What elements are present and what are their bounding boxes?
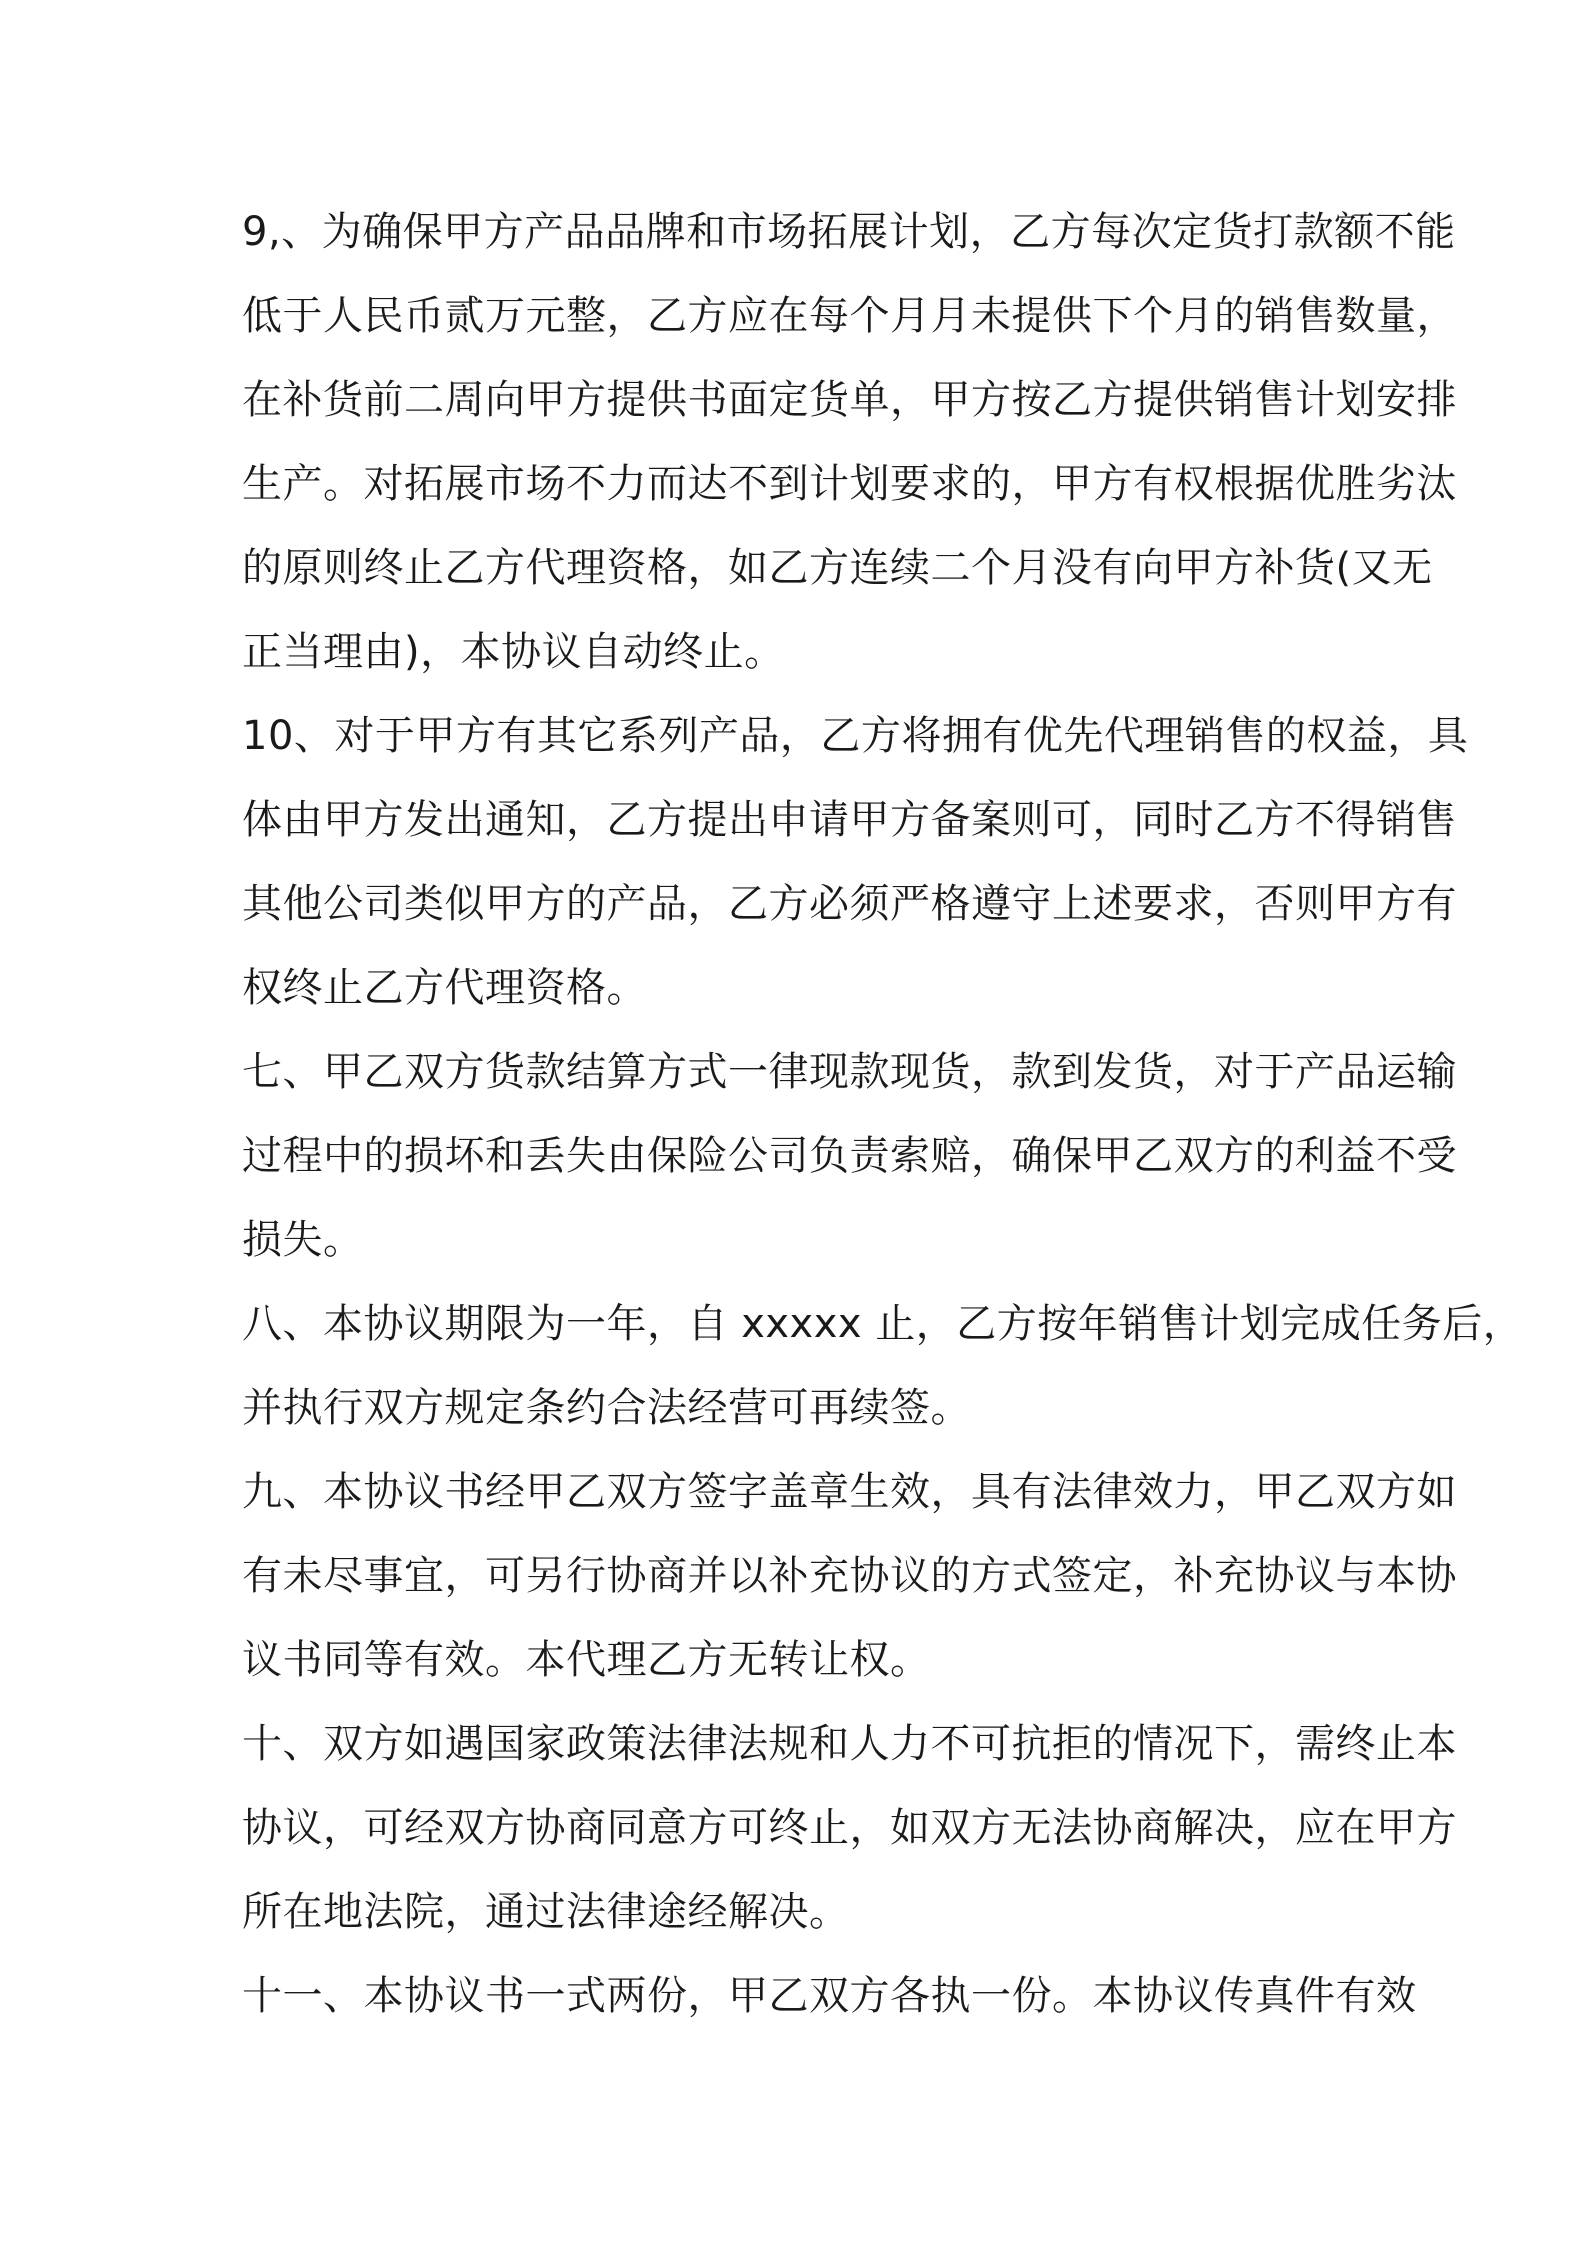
paragraph-section-9 bbox=[242, 1450, 1457, 1702]
text-line: 在补货前二周向甲方提供书面定货单，甲方按乙方提供销售计划安排 bbox=[242, 377, 1457, 423]
paragraph-section-8 bbox=[242, 1282, 1524, 1450]
text-line: 损失。 bbox=[242, 1217, 364, 1263]
paragraph-section-10 bbox=[242, 1702, 1457, 1954]
paragraph-section-7 bbox=[242, 1030, 1457, 1282]
text-line: 权终止乙方代理资格。 bbox=[242, 965, 647, 1011]
paragraph-clause-10 bbox=[242, 694, 1469, 1030]
text-line: 过程中的损坏和丢失由保险公司负责索赔，确保甲乙双方的利益不受 bbox=[242, 1133, 1457, 1179]
text-line: 九、本协议书经甲乙双方签字盖章生效，具有法律效力，甲乙双方如 bbox=[242, 1469, 1457, 1515]
text-line: 十、双方如遇国家政策法律法规和人力不可抗拒的情况下，需终止本 bbox=[242, 1721, 1457, 1767]
document-page bbox=[242, 190, 1524, 2038]
text-line: 生产。对拓展市场不力而达不到计划要求的，甲方有权根据优胜劣汰 bbox=[242, 461, 1457, 507]
text-line: 9,、为确保甲方产品品牌和市场拓展计划，乙方每次定货打款额不能 bbox=[242, 209, 1456, 255]
paragraph-clause-9 bbox=[242, 190, 1457, 694]
text-line: 七、甲乙双方货款结算方式一律现款现货，款到发货，对于产品运输 bbox=[242, 1049, 1457, 1095]
text-line: 低于人民币贰万元整，乙方应在每个月月未提供下个月的销售数量， bbox=[242, 293, 1457, 339]
text-line: 10、对于甲方有其它系列产品，乙方将拥有优先代理销售的权益，具 bbox=[242, 713, 1469, 759]
paragraph-section-11 bbox=[242, 1954, 1417, 2038]
text-line: 十一、本协议书一式两份，甲乙双方各执一份。本协议传真件有效 bbox=[242, 1973, 1417, 2019]
text-line: 体由甲方发出通知，乙方提出申请甲方备案则可，同时乙方不得销售 bbox=[242, 797, 1457, 843]
text-line: 协议，可经双方协商同意方可终止，如双方无法协商解决，应在甲方 bbox=[242, 1805, 1457, 1851]
text-line: 的原则终止乙方代理资格，如乙方连续二个月没有向甲方补货(又无 bbox=[242, 545, 1433, 591]
text-line: 议书同等有效。本代理乙方无转让权。 bbox=[242, 1637, 931, 1683]
text-line: 并执行双方规定条约合法经营可再续签。 bbox=[242, 1385, 971, 1431]
text-line: 有未尽事宜，可另行协商并以补充协议的方式签定，补充协议与本协 bbox=[242, 1553, 1457, 1599]
text-line: 正当理由)，本协议自动终止。 bbox=[242, 629, 785, 675]
text-line: 八、本协议期限为一年，自 xxxxx 止，乙方按年销售计划完成任务后， bbox=[242, 1301, 1524, 1347]
text-line: 其他公司类似甲方的产品，乙方必须严格遵守上述要求，否则甲方有 bbox=[242, 881, 1457, 927]
text-line: 所在地法院，通过法律途经解决。 bbox=[242, 1889, 850, 1935]
